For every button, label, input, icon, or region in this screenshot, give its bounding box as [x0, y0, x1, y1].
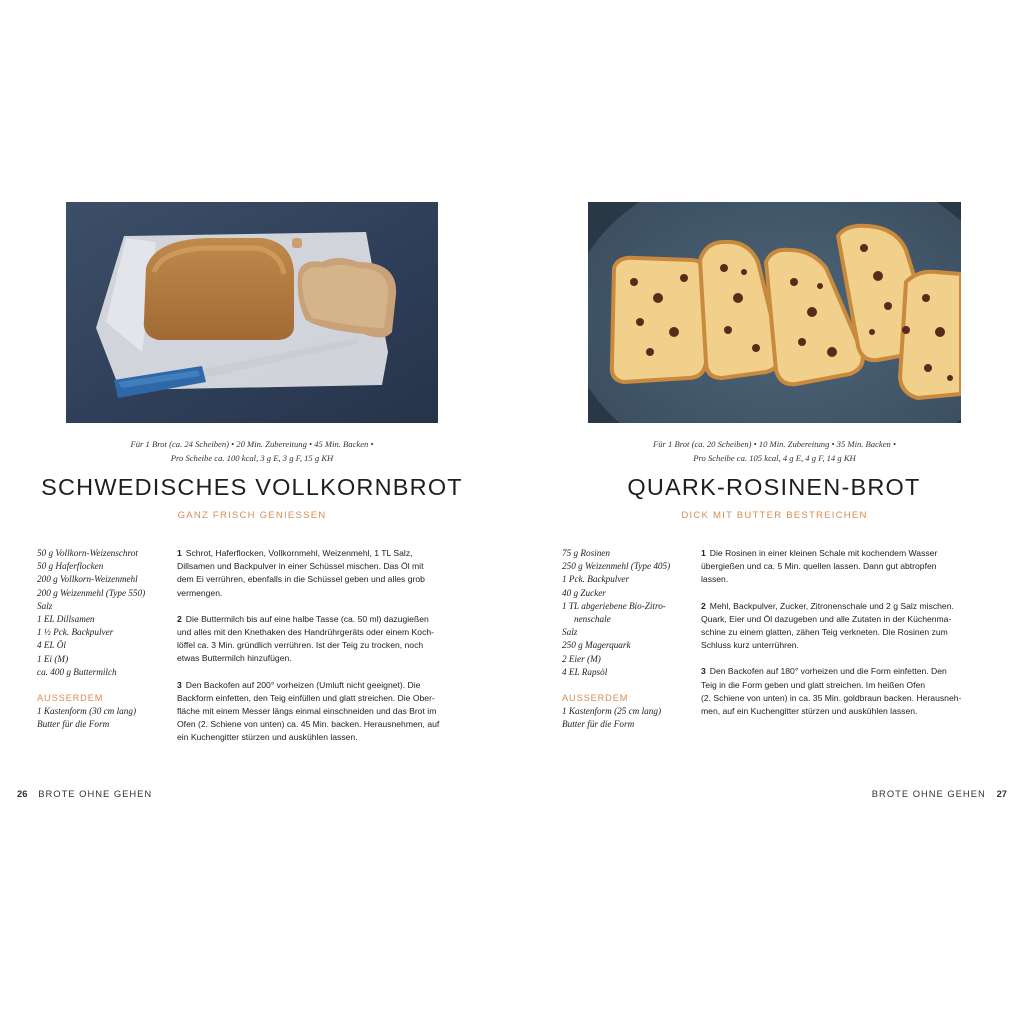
ingredient-item: 1 Ei (M)	[37, 653, 69, 664]
step-line: (2. Schiene von unten) in ca. 35 Min. goldbraun backen. Herausneh-	[701, 692, 962, 703]
step-number: 3	[701, 666, 706, 677]
instruction-step	[701, 547, 993, 587]
step-line	[701, 600, 993, 613]
step-line: vermengen.	[177, 587, 223, 598]
step-line: etwas Buttermilch hinzufügen.	[177, 653, 292, 664]
instruction-steps	[701, 547, 993, 731]
quark-raisin-bread-photo	[588, 202, 961, 423]
instruction-step	[177, 547, 469, 600]
ingredient-list	[562, 547, 692, 732]
meta-line: Pro Scheibe ca. 105 kcal, 4 g E, 4 g F, 14 g KH	[693, 452, 856, 463]
step-number: 1	[701, 548, 706, 558]
step-line: Quark, Eier und Öl dazugeben und alle Zutaten in der Küchenma-	[701, 613, 952, 624]
recipe-subtitle: DICK MIT BUTTER BESTREICHEN	[681, 510, 868, 521]
ingredient-item: Salz	[37, 600, 53, 611]
step-line: Backform einfetten, den Teig einfüllen und glatt streichen. Die Ober-	[177, 692, 435, 703]
extra-item: 1 Kastenform (30 cm lang)	[37, 706, 137, 717]
step-line	[177, 613, 469, 626]
extras-heading: AUSSERDEM	[562, 693, 629, 704]
ingredient-item: 4 EL Rapsöl	[562, 666, 608, 677]
step-number: 2	[177, 613, 182, 624]
ingredient-item: Salz	[562, 627, 578, 638]
extra-item: 1 Kastenform (25 cm lang)	[562, 706, 662, 717]
step-line: schine zu einem glatten, zähen Teig verkneten. Die Rosinen zum	[701, 627, 948, 638]
ingredient-item: 1 Pck. Backpulver	[562, 574, 630, 585]
step-line	[701, 547, 993, 560]
ingredient-item: 1 ½ Pck. Backpulver	[37, 627, 114, 638]
step-number: 3	[177, 679, 182, 690]
right-page	[512, 0, 1024, 1024]
step-line: Schluss kurz unterrühren.	[701, 640, 799, 651]
ingredient-item: 2 Eier (M)	[562, 653, 601, 664]
ingredient-item: 1 TL abgeriebene Bio-Zitro-	[562, 600, 666, 611]
instruction-step	[177, 613, 469, 666]
ingredient-item: 1 EL Dillsamen	[37, 614, 95, 625]
instruction-step	[701, 600, 993, 653]
instruction-steps	[177, 547, 469, 758]
recipe-title: QUARK-ROSINEN-BROT	[627, 474, 921, 500]
extra-item: Butter für die Form	[562, 719, 635, 730]
step-line: fläche mit einem Messer längs einmal einschneiden und das Brot im	[177, 706, 437, 717]
step-text: Schrot, Haferflocken, Vollkornmehl, Weizenmehl, 1 TL Salz,	[185, 548, 413, 558]
ingredient-item: 50 g Haferflocken	[37, 561, 104, 572]
recipe-title: SCHWEDISCHES VOLLKORNBROT	[41, 474, 463, 500]
meta-line: Für 1 Brot (ca. 24 Scheiben) • 20 Min. Zubereitung • 45 Min. Backen •	[130, 439, 374, 449]
step-line: übergießen und ca. 5 Min. quellen lassen. Dann gut abtropfen	[701, 561, 937, 572]
step-number: 1	[177, 548, 182, 558]
step-line	[701, 665, 993, 678]
step-line: Ofen (2. Schiene von unten) ca. 45 Min. backen. Herausnehmen, auf	[177, 719, 440, 730]
ingredient-item: 50 g Vollkorn-Weizenschrot	[37, 548, 138, 558]
ingredient-item: nenschale	[574, 614, 611, 625]
page-footer	[17, 788, 152, 799]
recipe-meta	[66, 438, 438, 465]
meta-line: Für 1 Brot (ca. 20 Scheiben) • 10 Min. Zubereitung • 35 Min. Backen •	[653, 439, 896, 449]
step-line: Dillsamen und Backpulver in einer Schüssel mischen. Das Öl mit	[177, 561, 424, 572]
step-text: Den Backofen auf 180° vorheizen und die Form einfetten. Den	[709, 666, 947, 677]
page-number: 27	[996, 788, 1007, 799]
extras-heading: AUSSERDEM	[37, 693, 104, 704]
ingredient-list	[37, 547, 167, 732]
ingredient-item: ca. 400 g Buttermilch	[37, 666, 117, 677]
step-line: und alles mit den Knethaken des Handrührgeräts oder einem Koch-	[177, 627, 435, 638]
ingredient-item: 200 g Vollkorn-Weizenmehl	[37, 574, 138, 585]
instruction-step	[177, 679, 469, 745]
step-line: men, auf ein Kuchengitter stürzen und auskühlen lassen.	[701, 706, 918, 717]
section-name: BROTE OHNE GEHEN	[871, 788, 986, 799]
step-number: 2	[701, 600, 706, 611]
step-text: Den Backofen auf 200° vorheizen (Umluft nicht geeignet). Die	[185, 679, 421, 690]
meta-line: Pro Scheibe ca. 100 kcal, 3 g E, 3 g F, 15 g KH	[170, 452, 334, 463]
page-number: 26	[17, 788, 28, 799]
instruction-step	[701, 665, 993, 718]
step-text: Mehl, Backpulver, Zucker, Zitronenschale und 2 g Salz mischen.	[709, 600, 954, 611]
step-line: dem Ei verrühren, ebenfalls in die Schüssel geben und alles grob	[177, 574, 425, 585]
step-line	[177, 679, 469, 692]
ingredient-item: 4 EL Öl	[37, 640, 66, 651]
recipe-subtitle: GANZ FRISCH GENIESSEN	[177, 510, 327, 521]
extra-item: Butter für die Form	[37, 719, 110, 730]
step-text: Die Rosinen in einer kleinen Schale mit kochendem Wasser	[709, 548, 938, 558]
section-name: BROTE OHNE GEHEN	[38, 788, 153, 799]
step-line: ein Kuchengitter stürzen und auskühlen lassen.	[177, 732, 358, 743]
ingredient-item: 75 g Rosinen	[562, 548, 610, 558]
ingredient-item: 250 g Magerquark	[562, 640, 631, 651]
step-line	[177, 547, 469, 560]
step-text: Die Buttermilch bis auf eine halbe Tasse (ca. 50 ml) dazugießen	[185, 613, 429, 624]
ingredient-item: 40 g Zucker	[562, 587, 606, 598]
ingredient-item: 200 g Weizenmehl (Type 550)	[37, 587, 146, 598]
page-footer	[872, 788, 1007, 799]
step-line: löffel ca. 3 Min. gründlich verrühren. Ist der Teig zu trocken, noch	[177, 640, 424, 651]
ingredient-item: 250 g Weizenmehl (Type 405)	[562, 561, 671, 572]
step-line: lassen.	[701, 574, 729, 585]
step-line: Teig in die Form geben und glatt streichen. Im heißen Ofen	[701, 679, 926, 690]
recipe-meta	[588, 438, 961, 465]
swedish-bread-photo	[66, 202, 438, 423]
